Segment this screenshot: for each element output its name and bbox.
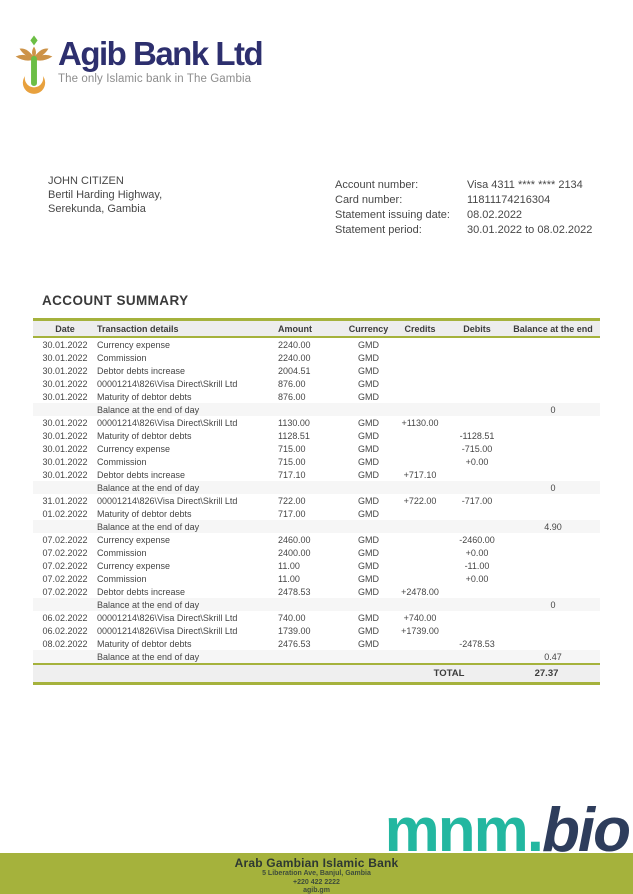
transaction-row bbox=[33, 468, 600, 481]
cell-date: 30.01.2022 bbox=[42, 352, 88, 363]
cell-debits bbox=[448, 337, 506, 351]
cell-debits bbox=[448, 481, 506, 494]
cell-debits: -715.00 bbox=[461, 443, 493, 454]
account-info-block bbox=[335, 178, 592, 238]
account-summary-title: ACCOUNT SUMMARY bbox=[42, 293, 189, 308]
cell-currency: GMD bbox=[358, 625, 379, 636]
cell-amount: 11.00 bbox=[278, 560, 300, 571]
footer-phone: +220 422 2222 bbox=[293, 878, 340, 886]
cell-date: 30.01.2022 bbox=[42, 339, 88, 350]
bank-logo bbox=[13, 34, 262, 100]
cell-currency bbox=[345, 481, 392, 494]
cell-credits: +2478.00 bbox=[401, 586, 439, 597]
cell-balance bbox=[506, 572, 600, 585]
cell-currency: GMD bbox=[358, 456, 379, 467]
cell-date: 30.01.2022 bbox=[42, 365, 88, 376]
cell-amount: 1128.51 bbox=[278, 430, 310, 441]
cell-currency: GMD bbox=[358, 469, 379, 480]
watermark-bio: bio bbox=[542, 796, 629, 866]
cell-amount: 2400.00 bbox=[278, 547, 311, 558]
cell-amount: 2004.51 bbox=[278, 365, 311, 376]
cell-details: Currency expense bbox=[97, 443, 171, 454]
cell-details: Maturity of debtor debts bbox=[97, 430, 192, 441]
cell-details: Maturity of debtor debts bbox=[97, 508, 192, 519]
bank-tagline: The only Islamic bank in The Gambia bbox=[58, 73, 252, 85]
recipient-address-block bbox=[48, 174, 162, 216]
header-date: Date bbox=[33, 320, 97, 338]
header-credits: Credits bbox=[392, 320, 448, 338]
cell-balance bbox=[506, 559, 600, 572]
cell-details: Currency expense bbox=[97, 339, 171, 350]
cell-credits bbox=[392, 337, 448, 351]
cell-details: 00001214\826\Visa Direct\Skrill Ltd bbox=[97, 495, 238, 506]
bank-logo-text bbox=[58, 34, 262, 85]
cell-date bbox=[33, 650, 97, 664]
cell-date: 07.02.2022 bbox=[42, 560, 88, 571]
cell-amount: 876.00 bbox=[278, 378, 306, 389]
cell-date: 06.02.2022 bbox=[42, 612, 88, 623]
bank-logo-icon bbox=[13, 34, 55, 100]
cell-date: 30.01.2022 bbox=[42, 417, 88, 428]
cell-details: Currency expense bbox=[97, 534, 171, 545]
cell-currency: GMD bbox=[358, 378, 379, 389]
cell-currency: GMD bbox=[358, 586, 379, 597]
cell-credits: +740.00 bbox=[403, 612, 437, 623]
footer-website: agib.gm bbox=[303, 887, 330, 894]
balance-row bbox=[33, 650, 600, 664]
cell-balance bbox=[506, 546, 600, 559]
cell-credits bbox=[392, 403, 448, 416]
cell-balance bbox=[506, 507, 600, 520]
cell-debits: -2478.53 bbox=[459, 638, 495, 649]
cell-balance: 0.47 bbox=[506, 650, 600, 664]
cell-credits bbox=[392, 364, 448, 377]
transaction-row bbox=[33, 559, 600, 572]
cell-credits bbox=[392, 390, 448, 403]
cell-balance bbox=[506, 442, 600, 455]
cell-debits bbox=[448, 650, 506, 664]
recipient-address-line2: Serekunda, Gambia bbox=[48, 203, 146, 215]
watermark-mnm: mnm. bbox=[384, 796, 543, 866]
cell-credits bbox=[392, 559, 448, 572]
total-value: 27.37 bbox=[506, 664, 600, 684]
card-number-label: Card number: bbox=[335, 194, 403, 206]
cell-balance bbox=[506, 337, 600, 351]
cell-balance bbox=[506, 351, 600, 364]
card-number-value: 11811174216304 bbox=[467, 194, 551, 206]
cell-details: Maturity of debtor debts bbox=[97, 638, 192, 649]
cell-balance bbox=[506, 468, 600, 481]
cell-amount: 715.00 bbox=[278, 456, 306, 467]
cell-balance bbox=[506, 429, 600, 442]
cell-debits bbox=[448, 416, 506, 429]
issuing-date-value: 08.02.2022 bbox=[467, 209, 523, 221]
cell-debits bbox=[448, 585, 506, 598]
cell-balance bbox=[506, 624, 600, 637]
cell-details: Maturity of debtor debts bbox=[97, 391, 192, 402]
cell-currency: GMD bbox=[358, 417, 379, 428]
cell-debits: -717.00 bbox=[461, 495, 493, 506]
header-debits: Debits bbox=[448, 320, 506, 338]
cell-date: 30.01.2022 bbox=[42, 378, 88, 389]
cell-debits: +0.00 bbox=[465, 456, 489, 467]
cell-debits bbox=[448, 624, 506, 637]
total-label: TOTAL bbox=[392, 664, 506, 684]
cell-credits bbox=[392, 377, 448, 390]
cell-date bbox=[33, 481, 97, 494]
cell-details: Currency expense bbox=[97, 560, 171, 571]
account-info-row bbox=[335, 208, 592, 223]
balance-row bbox=[33, 598, 600, 611]
transaction-row bbox=[33, 364, 600, 377]
cell-credits bbox=[392, 637, 448, 650]
transaction-row bbox=[33, 546, 600, 559]
cell-balance bbox=[506, 585, 600, 598]
cell-details: Balance at the end of day bbox=[97, 650, 278, 664]
cell-currency: GMD bbox=[358, 508, 379, 519]
cell-credits bbox=[392, 442, 448, 455]
cell-amount: 2476.53 bbox=[278, 638, 311, 649]
cell-currency: GMD bbox=[358, 638, 379, 649]
cell-debits bbox=[448, 507, 506, 520]
total-row bbox=[33, 664, 600, 684]
cell-details: Commission bbox=[97, 573, 147, 584]
cell-amount bbox=[278, 650, 345, 664]
account-info-row bbox=[335, 178, 592, 193]
transaction-row bbox=[33, 533, 600, 546]
cell-balance bbox=[506, 637, 600, 650]
transaction-row bbox=[33, 455, 600, 468]
cell-date: 30.01.2022 bbox=[42, 391, 88, 402]
cell-debits: -2460.00 bbox=[459, 534, 495, 545]
cell-currency: GMD bbox=[358, 573, 379, 584]
transaction-row bbox=[33, 585, 600, 598]
cell-amount: 717.10 bbox=[278, 469, 306, 480]
cell-amount: 876.00 bbox=[278, 391, 306, 402]
cell-balance bbox=[506, 364, 600, 377]
cell-balance bbox=[506, 494, 600, 507]
cell-currency: GMD bbox=[358, 430, 379, 441]
cell-debits bbox=[448, 468, 506, 481]
cell-currency bbox=[345, 650, 392, 664]
cell-details: Commission bbox=[97, 547, 147, 558]
cell-currency: GMD bbox=[358, 443, 379, 454]
cell-credits bbox=[392, 351, 448, 364]
cell-amount bbox=[278, 598, 345, 611]
account-number-value: Visa 4311 **** **** 2134 bbox=[467, 179, 583, 191]
transaction-row bbox=[33, 624, 600, 637]
balance-row bbox=[33, 403, 600, 416]
transaction-row bbox=[33, 507, 600, 520]
cell-details: Balance at the end of day bbox=[97, 403, 278, 416]
footer-address: 5 Liberation Ave, Banjul, Gambia bbox=[262, 870, 371, 877]
cell-credits bbox=[392, 429, 448, 442]
cell-amount: 1739.00 bbox=[278, 625, 311, 636]
recipient-name: JOHN CITIZEN bbox=[48, 175, 124, 187]
cell-currency: GMD bbox=[358, 534, 379, 545]
cell-details: 00001214\826\Visa Direct\Skrill Ltd bbox=[97, 612, 238, 623]
header-balance: Balance at the end bbox=[506, 320, 600, 338]
cell-date: 30.01.2022 bbox=[42, 469, 88, 480]
transaction-row bbox=[33, 351, 600, 364]
cell-currency bbox=[345, 520, 392, 533]
cell-date bbox=[33, 403, 97, 416]
cell-details: Balance at the end of day bbox=[97, 481, 278, 494]
cell-date: 08.02.2022 bbox=[42, 638, 88, 649]
cell-details: Debtor debts increase bbox=[97, 469, 186, 480]
cell-credits: +722.00 bbox=[403, 495, 437, 506]
cell-credits bbox=[392, 598, 448, 611]
table-header-row bbox=[33, 320, 600, 338]
cell-date: 31.01.2022 bbox=[42, 495, 88, 506]
total-spacer bbox=[33, 664, 392, 684]
issuing-date-label: Statement issuing date: bbox=[335, 209, 450, 221]
transaction-row bbox=[33, 572, 600, 585]
cell-details: Debtor debts increase bbox=[97, 586, 186, 597]
cell-amount: 1130.00 bbox=[278, 417, 310, 428]
cell-credits: +1130.00 bbox=[401, 417, 439, 428]
cell-balance bbox=[506, 390, 600, 403]
cell-currency: GMD bbox=[358, 352, 379, 363]
bank-name: Agib Bank Ltd bbox=[58, 35, 263, 72]
cell-balance bbox=[506, 455, 600, 468]
account-number-label: Account number: bbox=[335, 179, 419, 191]
transaction-row bbox=[33, 337, 600, 351]
cell-credits bbox=[392, 520, 448, 533]
cell-date: 07.02.2022 bbox=[42, 547, 88, 558]
cell-amount: 2478.53 bbox=[278, 586, 311, 597]
cell-details: 00001214\826\Visa Direct\Skrill Ltd bbox=[97, 417, 238, 428]
cell-currency bbox=[345, 598, 392, 611]
cell-details: Commission bbox=[97, 456, 147, 467]
cell-debits bbox=[448, 520, 506, 533]
cell-amount bbox=[278, 481, 345, 494]
cell-debits bbox=[448, 611, 506, 624]
cell-amount: 722.00 bbox=[278, 495, 306, 506]
cell-currency: GMD bbox=[358, 391, 379, 402]
cell-currency: GMD bbox=[358, 339, 379, 350]
cell-credits bbox=[392, 481, 448, 494]
transaction-row bbox=[33, 416, 600, 429]
transaction-row bbox=[33, 611, 600, 624]
cell-date: 30.01.2022 bbox=[42, 443, 88, 454]
cell-amount: 2460.00 bbox=[278, 534, 311, 545]
cell-debits bbox=[448, 364, 506, 377]
cell-credits bbox=[392, 650, 448, 664]
cell-details: Debtor debts increase bbox=[97, 365, 186, 376]
statement-table-body bbox=[33, 337, 600, 664]
cell-balance bbox=[506, 377, 600, 390]
cell-credits: +1739.00 bbox=[401, 625, 439, 636]
cell-details: Balance at the end of day bbox=[97, 520, 278, 533]
cell-amount: 715.00 bbox=[278, 443, 306, 454]
cell-date: 07.02.2022 bbox=[42, 573, 88, 584]
cell-currency bbox=[345, 403, 392, 416]
recipient-address-line1: Bertil Harding Highway, bbox=[48, 189, 163, 201]
cell-credits bbox=[392, 533, 448, 546]
cell-date: 06.02.2022 bbox=[42, 625, 88, 636]
balance-row bbox=[33, 520, 600, 533]
cell-date: 30.01.2022 bbox=[42, 430, 88, 441]
cell-balance bbox=[506, 416, 600, 429]
cell-date: 07.02.2022 bbox=[42, 534, 88, 545]
cell-debits bbox=[448, 377, 506, 390]
transaction-row bbox=[33, 494, 600, 507]
cell-currency: GMD bbox=[358, 547, 379, 558]
cell-currency: GMD bbox=[358, 560, 379, 571]
transaction-row bbox=[33, 377, 600, 390]
statement-table bbox=[33, 318, 600, 685]
cell-currency: GMD bbox=[358, 365, 379, 376]
statement-period-label: Statement period: bbox=[335, 224, 422, 236]
account-info-row bbox=[335, 193, 592, 208]
transaction-row bbox=[33, 429, 600, 442]
cell-amount: 2240.00 bbox=[278, 339, 311, 350]
transaction-row bbox=[33, 442, 600, 455]
cell-debits: +0.00 bbox=[465, 573, 489, 584]
cell-details: Balance at the end of day bbox=[97, 598, 278, 611]
cell-credits bbox=[392, 507, 448, 520]
footer-bank-name: Arab Gambian Islamic Bank bbox=[234, 856, 399, 870]
cell-debits: -1128.51 bbox=[459, 430, 495, 441]
transaction-row bbox=[33, 637, 600, 650]
cell-debits: +0.00 bbox=[465, 547, 489, 558]
cell-credits bbox=[392, 572, 448, 585]
cell-amount: 2240.00 bbox=[278, 352, 311, 363]
cell-date: 30.01.2022 bbox=[42, 456, 88, 467]
cell-currency: GMD bbox=[358, 612, 379, 623]
cell-amount: 740.00 bbox=[278, 612, 306, 623]
cell-details: 00001214\826\Visa Direct\Skrill Ltd bbox=[97, 378, 238, 389]
cell-debits bbox=[448, 390, 506, 403]
cell-currency: GMD bbox=[358, 495, 379, 506]
cell-date: 07.02.2022 bbox=[42, 586, 88, 597]
header-amount: Amount bbox=[278, 320, 345, 338]
cell-date bbox=[33, 598, 97, 611]
cell-amount bbox=[278, 403, 345, 416]
cell-amount: 11.00 bbox=[278, 573, 300, 584]
statement-period-value: 30.01.2022 to 08.02.2022 bbox=[467, 224, 593, 236]
cell-debits bbox=[448, 403, 506, 416]
cell-credits bbox=[392, 455, 448, 468]
cell-balance: 0 bbox=[506, 481, 600, 494]
header-currency: Currency bbox=[345, 320, 392, 338]
cell-balance: 0 bbox=[506, 598, 600, 611]
balance-row bbox=[33, 481, 600, 494]
cell-balance bbox=[506, 611, 600, 624]
cell-balance: 0 bbox=[506, 403, 600, 416]
cell-date: 01.02.2022 bbox=[42, 508, 88, 519]
cell-amount bbox=[278, 520, 345, 533]
header-details: Transaction details bbox=[97, 320, 278, 338]
cell-debits bbox=[448, 598, 506, 611]
cell-balance bbox=[506, 533, 600, 546]
cell-debits: -11.00 bbox=[464, 560, 490, 571]
cell-balance: 4.90 bbox=[506, 520, 600, 533]
cell-details: Commission bbox=[97, 352, 147, 363]
transaction-row bbox=[33, 390, 600, 403]
cell-details: 00001214\826\Visa Direct\Skrill Ltd bbox=[97, 625, 238, 636]
cell-credits: +717.10 bbox=[403, 469, 437, 480]
cell-debits bbox=[448, 351, 506, 364]
mnm-bio-watermark bbox=[384, 796, 629, 866]
cell-credits bbox=[392, 546, 448, 559]
cell-date bbox=[33, 520, 97, 533]
account-info-row bbox=[335, 223, 592, 238]
cell-amount: 717.00 bbox=[278, 508, 306, 519]
